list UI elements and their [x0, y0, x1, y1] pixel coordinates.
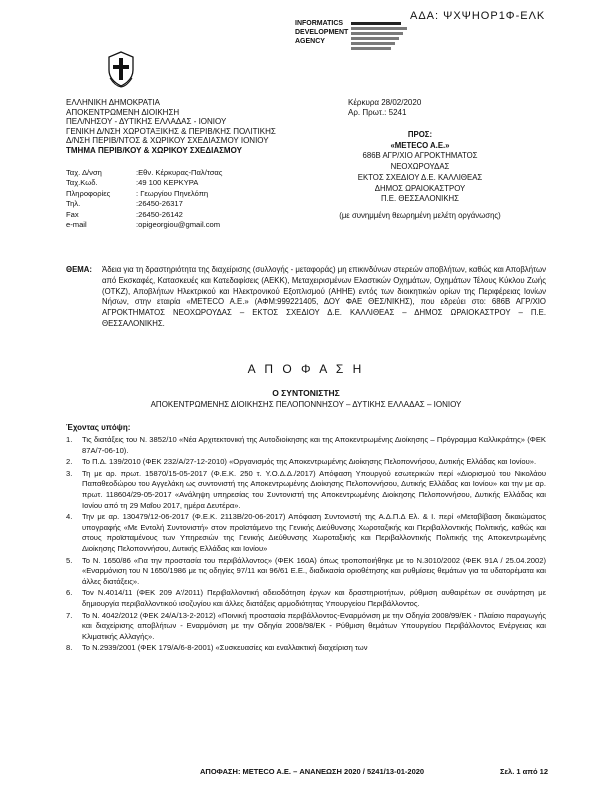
greek-coat-of-arms-icon — [106, 48, 136, 88]
footer-reference: ΑΠΟΦΑΣΗ: METECO A.E. – ΑΝΑΝΕΩΣΗ 2020 / 5241/13-01-2020 — [200, 767, 425, 776]
page-number: Σελ. 1 από 12 — [500, 767, 549, 776]
email-link[interactable]: :opigeorgiou@gmail.com — [136, 220, 221, 230]
issuer-line: ΕΛΛΗΝΙΚΗ ΔΗΜΟΚΡΑΤΙΑ — [66, 98, 160, 107]
recipient-line: ΕΚΤΟΣ ΣΧΕΔΙΟΥ Δ.Ε. ΚΑΛΛΙΘΕΑΣ — [357, 172, 483, 182]
contact-row: e-mail :opigeorgiou@gmail.com — [66, 220, 221, 230]
contact-row: Ταχ.Κωδ. :49 100 ΚΕΡΚΥΡΑ — [66, 178, 199, 188]
having-view-heading: Έχοντας υπόψη: — [66, 423, 131, 432]
list-item: 8. Το Ν.2939/2001 (ΦΕΚ 179/Α/6-8-2001) «Συσκευασίες και εναλλακτική διαχείριση των — [66, 643, 368, 653]
recipient-note: (με συνημμένη θεωρημένη μελέτη οργάνωσης) — [339, 210, 501, 220]
subject-text: Άδεια για τη δραστηριότητα της διαχείρισης (συλλογής - μεταφοράς) μη επικινδύνων στερεών αποβλήτων, καθώς και Αποβλήτων από Εκσκαφές, Κατασκευές και Κατεδαφίσεις (ΑΕΚΚ), Μεταχειρισμένων Ελαστικών Οχημάτων, Οχημάτων Τέλους Κύκλου Ζωής (ΟΤΚΖ), Αποβλήτων Ηλεκτρικού και Ηλεκτρονικού Εξοπλισμού (ΑΗΗΕ) εντός των διοικητικών ορίων της Περιφέρειας Ιονίων Νήσων, στην εταιρία «METECO A.E.» (ΑΦΜ:999221405, ΔΟΥ ΦΑΕ ΘΕΣ/ΝΙΚΗΣ), που εδρεύει στο: 686Β ΑΓΡ/ΧΙΟ ΑΓΡΟΚΤΗΜΑΤΟΣ ΝΕΟΧΩΡΟΥΔΑΣ – ΕΚΤΟΣ ΣΧΕΔΙΟΥ Δ.Ε. ΚΑΛΛΙΘΕΑΣ – ΔΗΜΟΣ ΩΡΑΙΟΚΑΣΤΡΟΥ – Π.Ε. ΘΕΣΣΑΛΟΝΙΚΗΣ. — [102, 265, 546, 328]
badge-line-2: DEVELOPMENT — [295, 29, 349, 36]
list-item: 1. Τις διατάξεις του Ν. 3852/10 «Νέα Αρχιτεκτονική της Αυτοδιοίκησης και της Αποκεντρωμένης Διοίκησης – Πρόγραμμα Καλλικράτης» (ΦΕΚ 87Α/7-06-10). — [66, 435, 546, 455]
issuer-line: ΠΕΛ/ΝΗΣΟΥ - ΔΥΤΙΚΗΣ ΕΛΛΑΔΑΣ - ΙΟΝΙΟΥ — [66, 117, 227, 126]
list-item: 5. Το Ν. 1650/86 «Για την προστασία του περιβάλλοντος» (ΦΕΚ 160Α) όπως τροποποιήθηκε με το Ν.3010/2002 (ΦΕΚ 91Α / 25.04.2002) «Εναρμόνιση του Ν 1650/1986 με τις οδηγίες 97/11 και 96/61 Ε.Ε., διαδικασία οριοθέτησης και ρυθμίσεις θεμάτων για τα υδατορέματα και άλλες διατάξεις». — [66, 555, 546, 586]
contact-row: Ταχ. Δ/νση :Εθν. Κέρκυρας-Παλ/τσας — [66, 168, 223, 177]
subject-label: ΘΕΜΑ: — [66, 265, 92, 274]
considerations-list — [66, 435, 546, 655]
info-agency-badge — [295, 20, 415, 54]
contact-details — [66, 168, 222, 230]
recipient-line: Π.Ε. ΘΕΣΣΑΛΟΝΙΚΗΣ — [381, 194, 459, 204]
coordinator-heading: Ο ΣΥΝΤΟΝΙΣΤΗΣ — [272, 388, 340, 398]
protocol-number: Αρ. Πρωτ.: 5241 — [348, 107, 407, 117]
recipient-line: ΝΕΟΧΩΡΟΥΔΑΣ — [390, 162, 450, 172]
list-item: 6. Τον Ν.4014/11 (ΦΕΚ 209 Α'/2011) Περιβαλλοντική αδειοδότηση έργων και δραστηριοτήτων, ρύθμιση αυθαιρέτων σε συνάρτηση με δημιουργία περιβαλλοντικού ισοζυγίου και άλλες διατάξεις αρμοδιότητας Υπουργείου Περιβάλλοντος. — [66, 588, 546, 608]
contact-row: Fax :26450-26142 — [66, 209, 183, 219]
ada-code: ΑΔΑ: ΨΧΨΗΟΡ1Φ-ΕΛΚ — [410, 10, 546, 22]
recipient-line: 686Β ΑΓΡ/ΧΙΟ ΑΓΡΟΚΤΗΜΑΤΟΣ — [362, 151, 478, 161]
list-item: 7. Το Ν. 4042/2012 (ΦΕΚ 24/Α/13-2-2012) «Ποινική προστασία περιβάλλοντος-Εναρμόνιση με την Οδηγία 2008/99/ΕΚ - Πλαίσιο παραγωγής και διαχείρισης αποβλήτων - Εναρμόνιση με την Οδηγία 2008/98/ΕΚ - Ρύθμιση θεμάτων Υπουργείου Περιβάλλοντος Ενέργειας και Κλιματικής Αλλαγής». — [66, 610, 546, 641]
contact-row: Πληροφορίες : Γεωργίου Πηνελόπη — [66, 188, 209, 198]
date-protocol-block — [348, 98, 421, 117]
recipient-line: ΔΗΜΟΣ ΩΡΑΙΟΚΑΣΤΡΟΥ — [374, 183, 466, 193]
department-name: ΤΜΗΜΑ ΠΕΡΙΒ/ΚΟΥ & ΧΩΡΙΚΟΥ ΣΧΕΔΙΑΣΜΟΥ — [66, 145, 242, 155]
list-item: 4. Την με αρ. 130479/12-06-2017 (Φ.Ε.Κ. 2113Β/20-06-2017) Απόφαση Συντονιστή της Α.Δ.Π.Δ Ελ. & Ι. περί «Μεταβίβαση δικαιώματος υπογραφής «Με Εντολή Συντονιστή» στον προϊστάμενο της Γενικής Διεύθυνσης Χωροταξικής και Περιβαλλοντικής Πολιτικής, καθώς και στους προϊσταμένους των Υπηρεσιών της Γενικής Διεύθυνσης Χωροταξικής και Περιβαλλοντικής Πολιτικής της Αποκεντρωμένης Διοίκησης Πελοποννήσου, Δυτικής Ελλάδας και Ιονίου» — [66, 512, 546, 553]
list-item: 3. Τη με αρ. πρωτ. 15870/15-05-2017 (Φ.Ε.Κ. 250 τ. Υ.Ο.Δ.Δ./2017) Απόφαση Υπουργού εσωτερικών περί «Διορισμού του Νικολάου Παπαθεοδώρου του Αγγελάκη ως συντονιστή της Αποκεντρωμένης Διοίκησης Πελοποννήσου, Δυτικής Ελλάδας και Ιονίου» και την με αρ. πρωτ. 118604/29-05-2017 «Ανάληψη υπηρεσίας του Συντονιστή της Αποκεντρωμένης Διοίκησης Πελοποννήσου, Δυτικής Ελλάδας και Ιονίου από τη 29 Μαΐου 2017, ημέρα Δευτέρα». — [66, 468, 546, 510]
issuer-line: ΓΕΝΙΚΗ Δ/ΝΣΗ ΧΩΡΟΤΑΞΙΚΗΣ & ΠΕΡΙΒ/ΚΗΣ ΠΟΛΙΤΙΚΗΣ — [66, 126, 276, 136]
issuer-line: ΑΠΟΚΕΝΤΡΩΜΕΝΗ ΔΙΟΙΚΗΣΗ — [66, 107, 180, 117]
place-date: Κέρκυρα 28/02/2020 — [348, 98, 422, 107]
contact-row: Τηλ. :26450-26317 — [66, 199, 183, 209]
document-title: Α Π Ο Φ Α Σ Η — [247, 362, 365, 376]
coordinator-organization: ΑΠΟΚΕΝΤΡΩΜΕΝΗΣ ΔΙΟΙΚΗΣΗΣ ΠΕΛΟΠΟΝΝΗΣΟΥ – ΔΥΤΙΚΗΣ ΕΛΛΑΔΑΣ – ΙΟΝΙΟΥ — [150, 400, 462, 409]
recipient-name: «METECO A.E.» — [390, 140, 450, 150]
badge-line-1: INFORMATICS — [295, 20, 344, 27]
recipient-to-label: ΠΡΟΣ: — [407, 130, 433, 139]
issuer-block — [66, 98, 276, 155]
recipient-block — [320, 130, 520, 222]
issuer-line: Δ/ΝΣΗ ΠΕΡΙΒ/ΝΤΟΣ & ΧΩΡΙΚΟΥ ΣΧΕΔΙΑΣΜΟΥ ΙΟΝΙΟΥ — [66, 136, 269, 145]
subject-block — [66, 265, 546, 330]
list-item: 2. Το Π.Δ. 139/2010 (ΦΕΚ 232/Α/27-12-2010) «Οργανισμός της Αποκεντρωμένης Διοίκησης Πελοποννήσου, Δυτικής Ελλάδας και Ιονίου». — [66, 457, 537, 467]
badge-line-3: AGENCY — [295, 38, 325, 45]
